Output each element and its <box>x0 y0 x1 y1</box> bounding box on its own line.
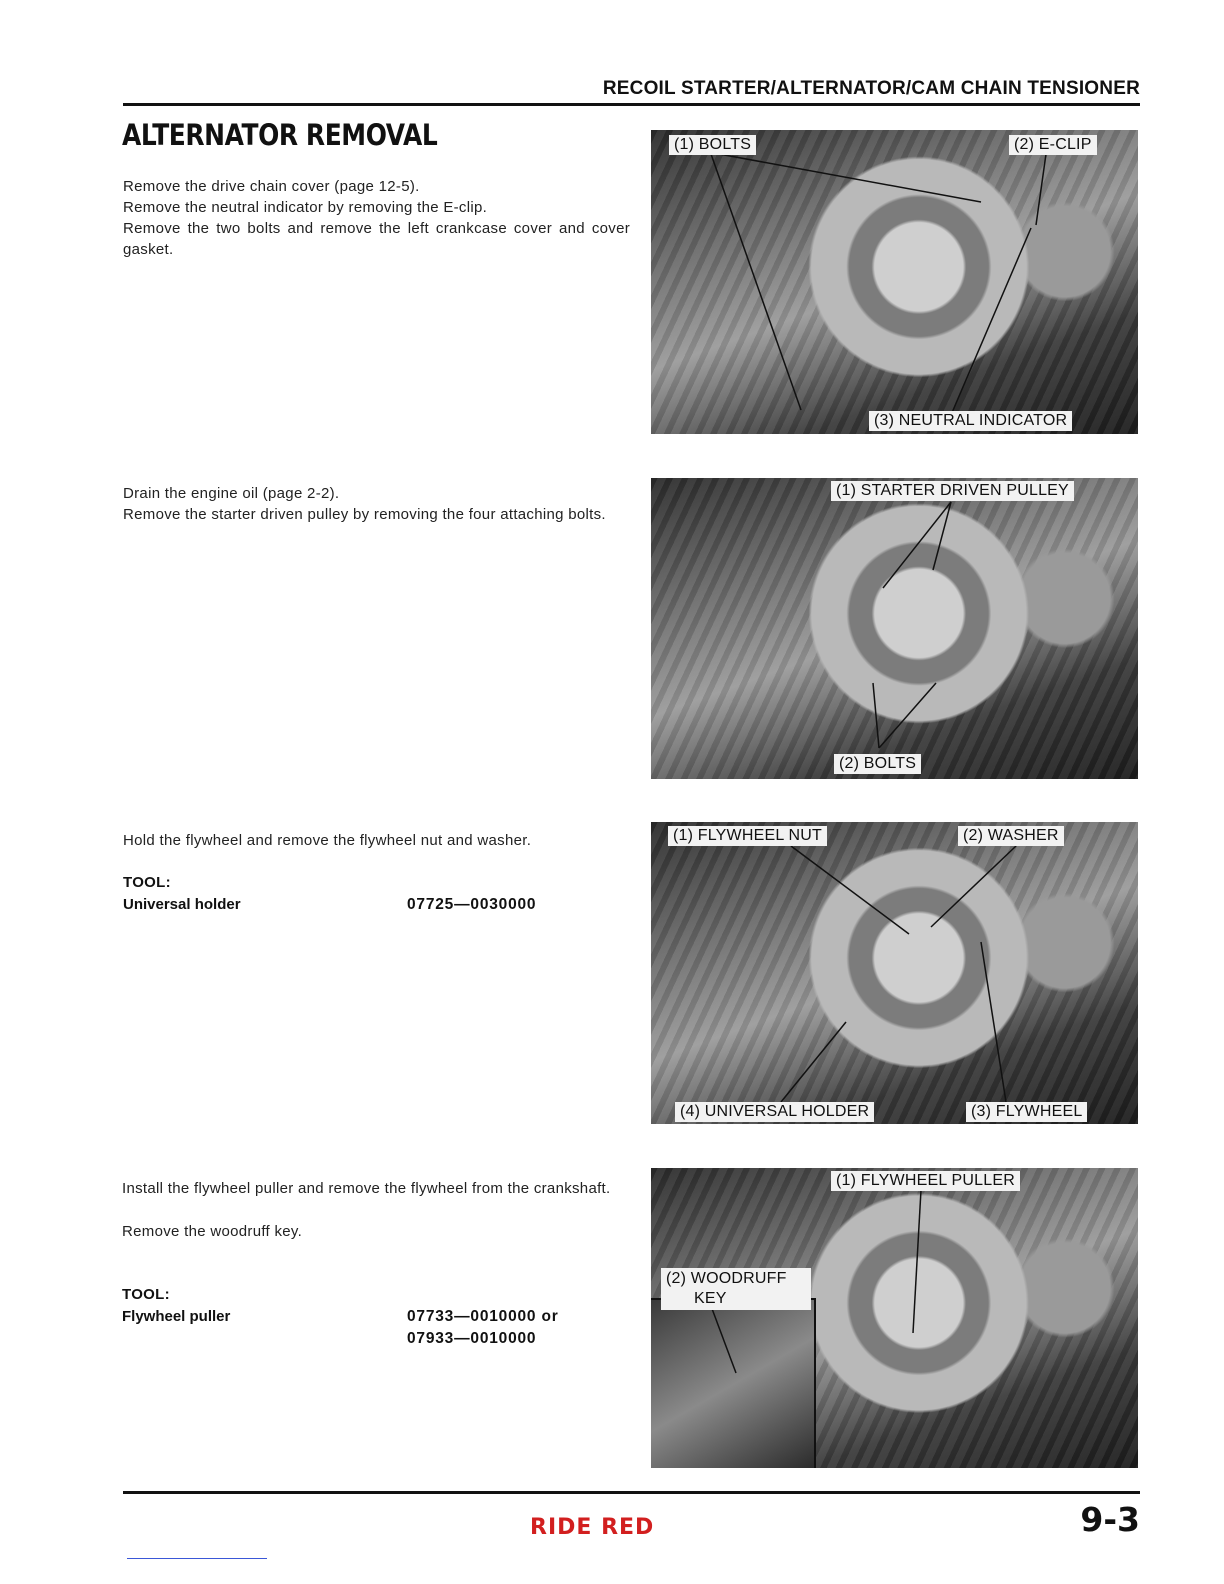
step-1-line-2: Remove the neutral indicator by removing the E-clip. <box>123 199 488 216</box>
step-1-line-3: Remove the two bolts and remove the left crankcase cover and cover gasket. <box>123 220 630 258</box>
step-2-text <box>123 483 630 525</box>
callout-flywheel-nut: (1) FLYWHEEL NUT <box>668 826 827 846</box>
step-3-line-1: Hold the flywheel and remove the flywheel nut and washer. <box>123 832 532 849</box>
tool-label-1: TOOL: <box>123 874 171 891</box>
callout-e-clip: (2) E-CLIP <box>1009 135 1097 155</box>
callout-bolts: (1) BOLTS <box>669 135 756 155</box>
step-4-text <box>122 1178 629 1242</box>
tool-name-flywheel-puller: Flywheel puller <box>122 1308 231 1325</box>
footer-rule <box>123 1491 1140 1494</box>
callout-washer: (2) WASHER <box>958 826 1064 846</box>
tool-code-flywheel-puller-1: 07733—0010000 or <box>407 1308 559 1325</box>
step-1-line-1: Remove the drive chain cover (page 12-5). <box>123 178 420 195</box>
callout-woodruff-key-line-1: (2) WOODRUFF <box>666 1270 787 1287</box>
tool-name-universal-holder: Universal holder <box>123 896 241 913</box>
tool-code-flywheel-puller-2: 07933—0010000 <box>407 1330 537 1347</box>
figure-4-leaders <box>651 1168 1138 1468</box>
header-rule <box>123 103 1140 106</box>
callout-neutral-indicator: (3) NEUTRAL INDICATOR <box>869 411 1072 431</box>
footer-brand: RIDE RED <box>530 1515 655 1540</box>
step-1-text <box>123 176 630 260</box>
tool-code-universal-holder: 07725—0030000 <box>407 896 537 913</box>
step-2-line-1: Drain the engine oil (page 2-2). <box>123 485 340 502</box>
bottom-link-underline[interactable] <box>127 1558 267 1559</box>
figure-starter-driven-pulley <box>651 478 1138 779</box>
callout-woodruff-key-line-2: KEY <box>694 1290 727 1307</box>
section-title: ALTERNATOR REMOVAL <box>122 118 438 152</box>
callout-woodruff-key <box>661 1268 811 1310</box>
callout-flywheel-puller: (1) FLYWHEEL PULLER <box>831 1171 1020 1191</box>
running-header: RECOIL STARTER/ALTERNATOR/CAM CHAIN TENSIONER <box>602 78 1140 99</box>
callout-starter-driven-pulley: (1) STARTER DRIVEN PULLEY <box>831 481 1074 501</box>
figure-flywheel-puller <box>651 1168 1138 1468</box>
step-4-line-1: Install the flywheel puller and remove the flywheel from the crankshaft. <box>122 1180 611 1197</box>
step-2-line-2: Remove the starter driven pulley by removing the four attaching bolts. <box>123 506 606 523</box>
figure-3-leaders <box>651 822 1138 1124</box>
callout-flywheel: (3) FLYWHEEL <box>966 1102 1087 1122</box>
figure-2-leaders <box>651 478 1138 779</box>
step-4-line-2: Remove the woodruff key. <box>122 1223 303 1240</box>
callout-universal-holder: (4) UNIVERSAL HOLDER <box>675 1102 874 1122</box>
figure-1-leaders <box>651 130 1138 434</box>
page-number: 9-3 <box>1080 1500 1140 1539</box>
figure-flywheel-nut <box>651 822 1138 1124</box>
figure-alternator-cover <box>651 130 1138 434</box>
callout-bolts-2: (2) BOLTS <box>834 754 921 774</box>
tool-label-2: TOOL: <box>122 1286 170 1303</box>
step-3-text <box>123 830 623 851</box>
